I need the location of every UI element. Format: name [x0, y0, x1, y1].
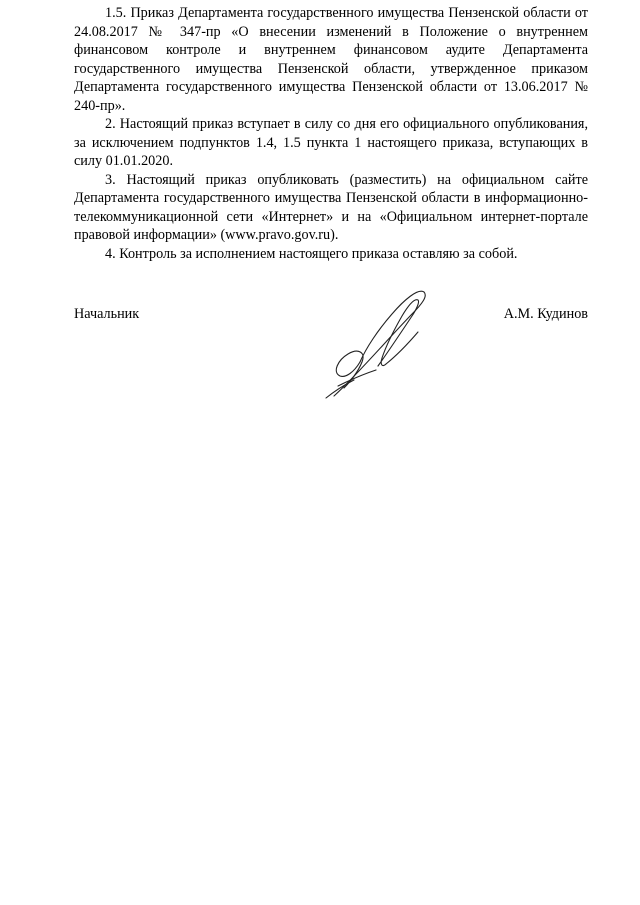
- paragraph-3: 3. Настоящий приказ опубликовать (разместить) на официальном сайте Департамента государственного имущества Пензенской области в информационно-телекоммуникационной сети «Интернет» и на «Официальном интернет-портале правовой информации» (www.pravo.gov.ru).: [74, 171, 588, 243]
- signer-position: Начальник: [74, 306, 140, 322]
- paragraph-4: 4. Контроль за исполнением настоящего приказа оставляю за собой.: [105, 245, 518, 262]
- signer-name: А.М. Кудинов: [503, 306, 588, 322]
- paragraph-2: 2. Настоящий приказ вступает в силу со дня его официального опубликования, за исключением подпунктов 1.4, 1.5 пункта 1 настоящего приказа, вступающих в силу 01.01.2020.: [74, 116, 588, 169]
- document-body: [74, 4, 588, 263]
- paragraph-1-5: 1.5. Приказ Департамента государственного имущества Пензенской области от 24.08.2017 № 347-пр «О внесении изменений в Положение о внутреннем финансовом контроле и внутреннем финансовом аудите Департамента государственного имущества Пензенской области, утвержденное приказом Департамента государственного имущества Пензенской области от 13.06.2017 № 240-пр».: [74, 5, 588, 114]
- handwritten-signature: [316, 286, 436, 401]
